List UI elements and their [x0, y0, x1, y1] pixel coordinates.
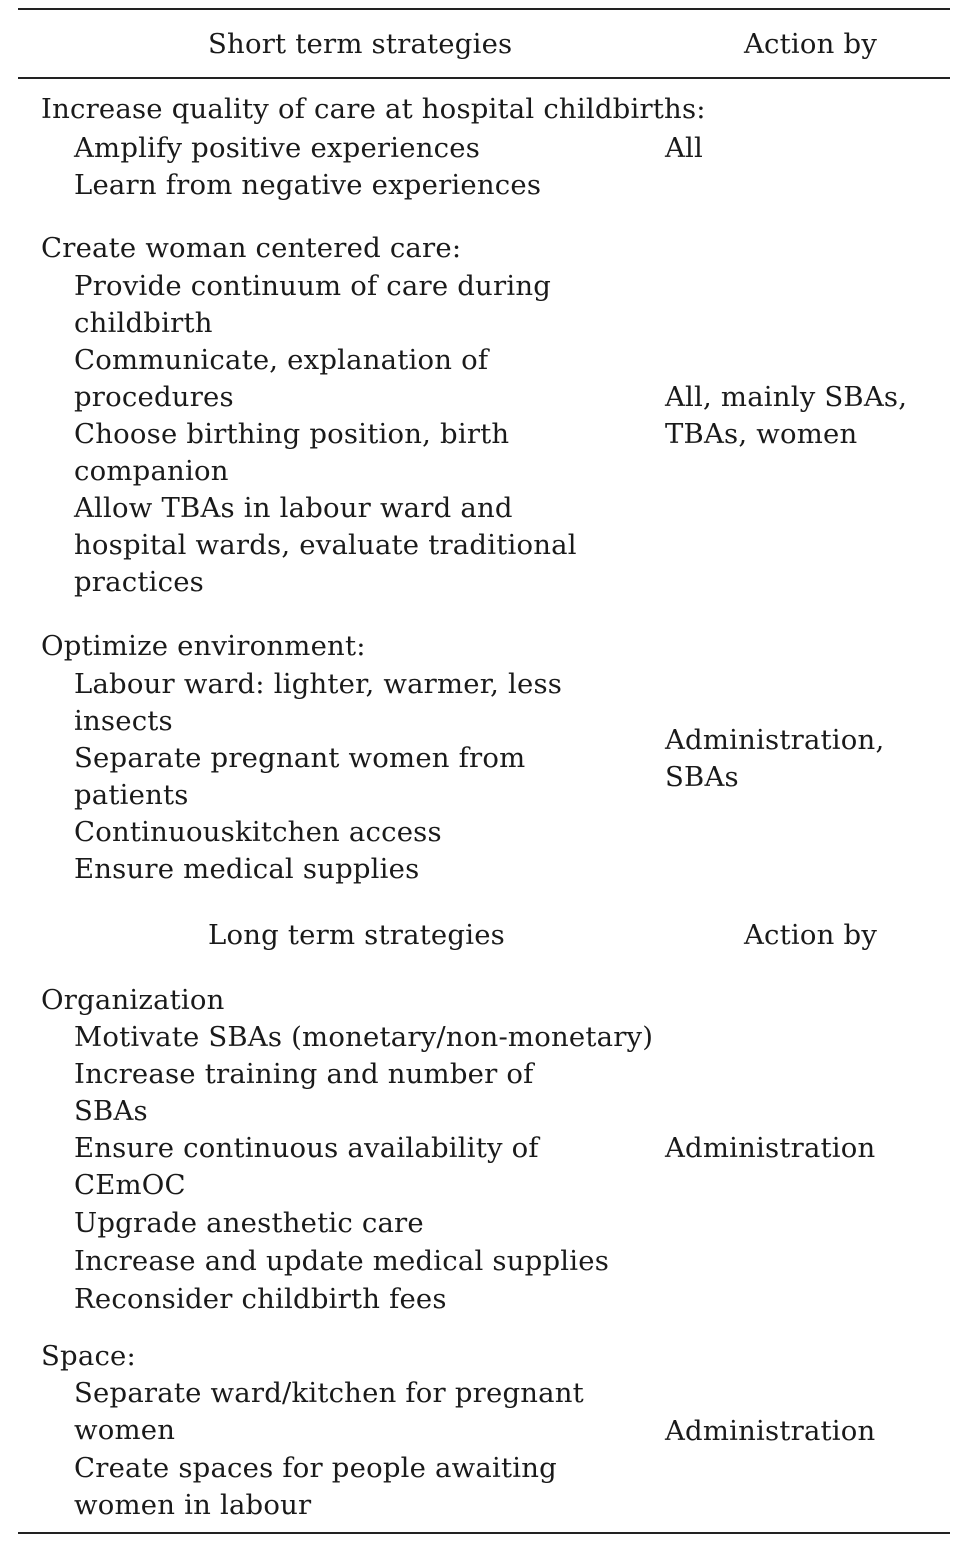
section-title: Organization	[41, 984, 225, 1016]
strategy-item: Labour ward: lighter, warmer, less	[74, 668, 563, 700]
strategy-item: Choose birthing position, birth	[74, 418, 510, 450]
table-bottom-rule	[18, 1532, 950, 1534]
strategy-item: Provide continuum of care during	[74, 270, 552, 302]
short-term-header: Short term strategies	[208, 28, 513, 60]
strategy-item: insects	[74, 705, 173, 737]
strategy-item: patients	[74, 779, 189, 811]
strategy-item: SBAs	[74, 1095, 148, 1127]
action-by-cell: All	[665, 132, 704, 164]
strategy-item: women in labour	[74, 1489, 312, 1521]
section-title: Increase quality of care at hospital childbirths:	[41, 93, 706, 125]
strategy-item: Amplify positive experiences	[74, 132, 481, 164]
action-by-header: Action by	[744, 28, 878, 60]
header-rule	[18, 77, 950, 79]
action-by-cell: TBAs, women	[665, 418, 858, 450]
strategy-item: Continuouskitchen access	[74, 816, 442, 848]
strategy-item: Motivate SBAs (monetary/non-monetary)	[74, 1021, 654, 1053]
action-by-cell: All, mainly SBAs,	[665, 381, 908, 413]
strategy-item: Increase training and number of	[74, 1058, 534, 1090]
action-by-cell: Administration	[665, 1132, 876, 1164]
strategy-item: practices	[74, 566, 204, 598]
strategy-item: Create spaces for people awaiting	[74, 1452, 557, 1484]
strategy-item: childbirth	[74, 307, 213, 339]
strategy-item: Separate ward/kitchen for pregnant	[74, 1377, 584, 1409]
action-by-header: Action by	[744, 919, 878, 951]
action-by-cell: Administration	[665, 1415, 876, 1447]
strategy-item: Ensure medical supplies	[74, 853, 420, 885]
strategy-item: Communicate, explanation of	[74, 344, 489, 376]
strategy-item: women	[74, 1414, 176, 1446]
strategy-item: Learn from negative experiences	[74, 169, 542, 201]
section-title: Optimize environment:	[41, 630, 366, 662]
strategy-item: Separate pregnant women from	[74, 742, 526, 774]
action-by-cell: Administration,	[665, 724, 885, 756]
strategy-item: Upgrade anesthetic care	[74, 1207, 424, 1239]
table-top-rule	[18, 8, 950, 10]
section-title: Space:	[41, 1340, 136, 1372]
long-term-header: Long term strategies	[208, 919, 505, 951]
section-title: Create woman centered care:	[41, 232, 462, 264]
strategy-item: Increase and update medical supplies	[74, 1245, 610, 1277]
strategy-item: procedures	[74, 381, 234, 413]
strategy-item: Reconsider childbirth fees	[74, 1283, 447, 1315]
strategy-item: Ensure continuous availability of	[74, 1132, 539, 1164]
action-by-cell: SBAs	[665, 761, 739, 793]
strategy-item: Allow TBAs in labour ward and	[74, 492, 513, 524]
strategy-item: CEmOC	[74, 1169, 186, 1201]
strategy-item: companion	[74, 455, 229, 487]
strategy-item: hospital wards, evaluate traditional	[74, 529, 577, 561]
